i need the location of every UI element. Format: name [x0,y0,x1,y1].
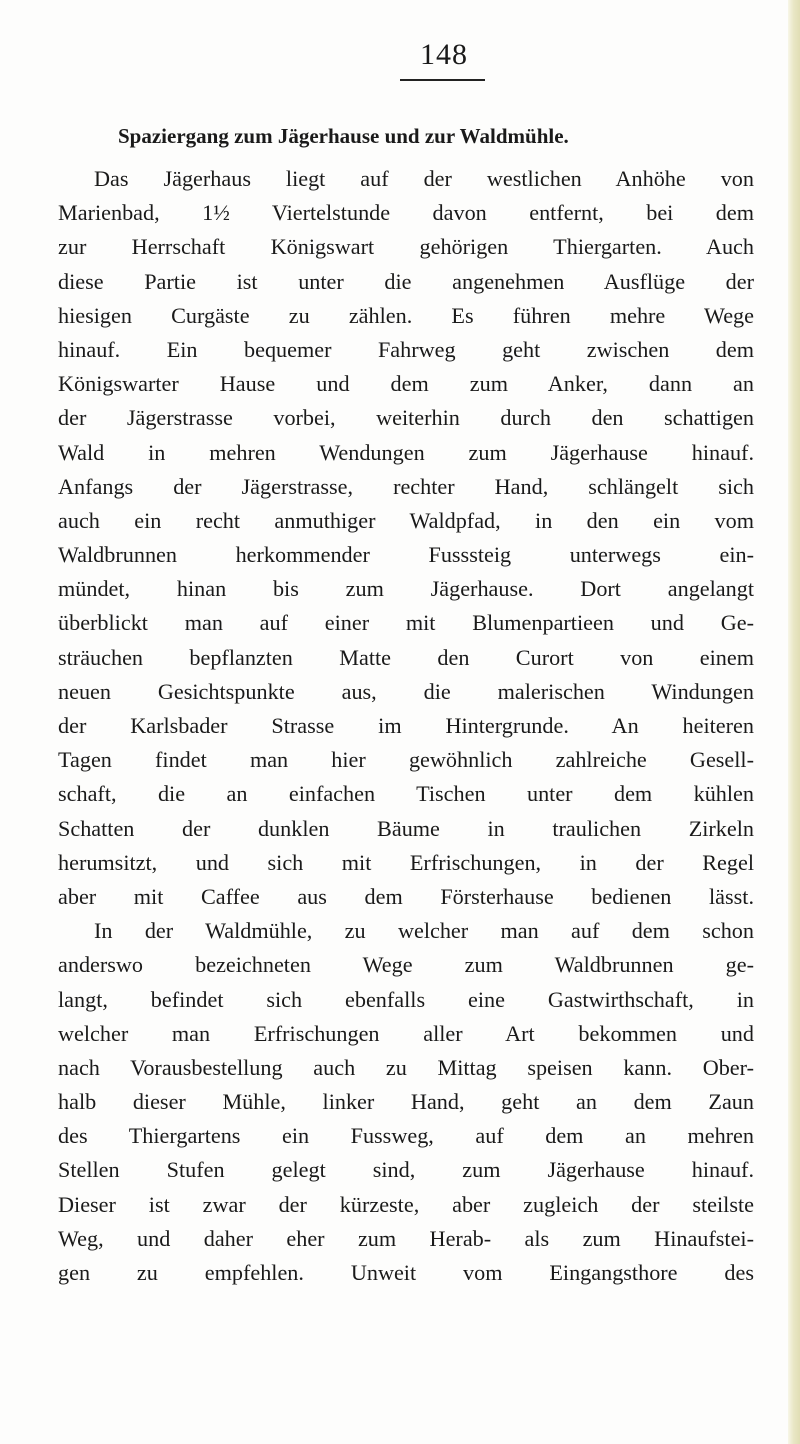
text-line: nach Vorausbestellung auch zu Mittag speisen kann. Ober- [58,1054,754,1080]
section-heading: Spaziergang zum Jägerhause und zur Waldmühle. [118,124,569,148]
text-line: Stellen Stufen gelegt sind, zum Jägerhause hinauf. [58,1157,754,1183]
text-line: der Jägerstrasse vorbei, weiterhin durch den schattigen [58,405,754,431]
text-line: Das Jägerhaus liegt auf der westlichen Anhöhe von [94,166,754,191]
text-line: sträuchen bepflanzten Matte den Curort von einem [58,644,754,670]
text-line: auch ein recht anmuthiger Waldpfad, in den ein vom [58,507,754,533]
page-number-rule [400,79,485,81]
text-line: welcher man Erfrischungen aller Art bekommen und [58,1020,754,1046]
text-line: Marienbad, 1½ Viertelstunde davon entfernt, bei dem [58,200,754,226]
page-edge-shadow [788,0,800,1444]
body-text [58,162,754,1290]
text-line: überblickt man auf einer mit Blumenpartieen und Ge- [58,610,754,636]
text-line: hiesigen Curgäste zu zählen. Es führen mehre Wege [58,302,754,328]
page-number: 148 [420,38,468,71]
text-line: Schatten der dunklen Bäume in traulichen Zirkeln [58,815,754,841]
text-line: anderswo bezeichneten Wege zum Waldbrunnen ge- [58,952,754,978]
text-line: Dieser ist zwar der kürzeste, aber zugleich der steilste [58,1191,754,1217]
text-line: Königswarter Hause und dem zum Anker, dann an [58,371,754,397]
text-line: Tagen findet man hier gewöhnlich zahlreiche Gesell- [58,747,754,773]
text-line: Wald in mehren Wendungen zum Jägerhause hinauf. [58,439,754,465]
text-line: Anfangs der Jägerstrasse, rechter Hand, schlängelt sich [58,473,754,499]
text-line: In der Waldmühle, zu welcher man auf dem schon [94,918,754,944]
text-line: mündet, hinan bis zum Jägerhause. Dort angelangt [58,576,754,602]
text-line: des Thiergartens ein Fussweg, auf dem an mehren [58,1123,754,1149]
text-line: zur Herrschaft Königswart gehörigen Thiergarten. Auch [58,234,754,260]
text-line: aber mit Caffee aus dem Försterhause bedienen lässt. [58,883,754,909]
text-line: langt, befindet sich ebenfalls eine Gastwirthschaft, in [58,986,754,1012]
text-line: schaft, die an einfachen Tischen unter dem kühlen [58,781,754,807]
text-line: diese Partie ist unter die angenehmen Ausflüge der [58,268,754,294]
text-line: der Karlsbader Strasse im Hintergrunde. An heiteren [58,713,754,738]
text-line: hinauf. Ein bequemer Fahrweg geht zwischen dem [58,336,754,362]
text-line: herumsitzt, und sich mit Erfrischungen, in der Regel [58,849,754,875]
text-line: Weg, und daher eher zum Herab- als zum Hinaufstei- [58,1225,754,1251]
text-line: Waldbrunnen herkommender Fusssteig unterwegs ein- [58,542,754,568]
text-line: gen zu empfehlen. Unweit vom Eingangsthore des [58,1260,754,1285]
text-line: neuen Gesichtspunkte aus, die malerischen Windungen [58,678,754,704]
text-line: halb dieser Mühle, linker Hand, geht an dem Zaun [58,1089,754,1115]
